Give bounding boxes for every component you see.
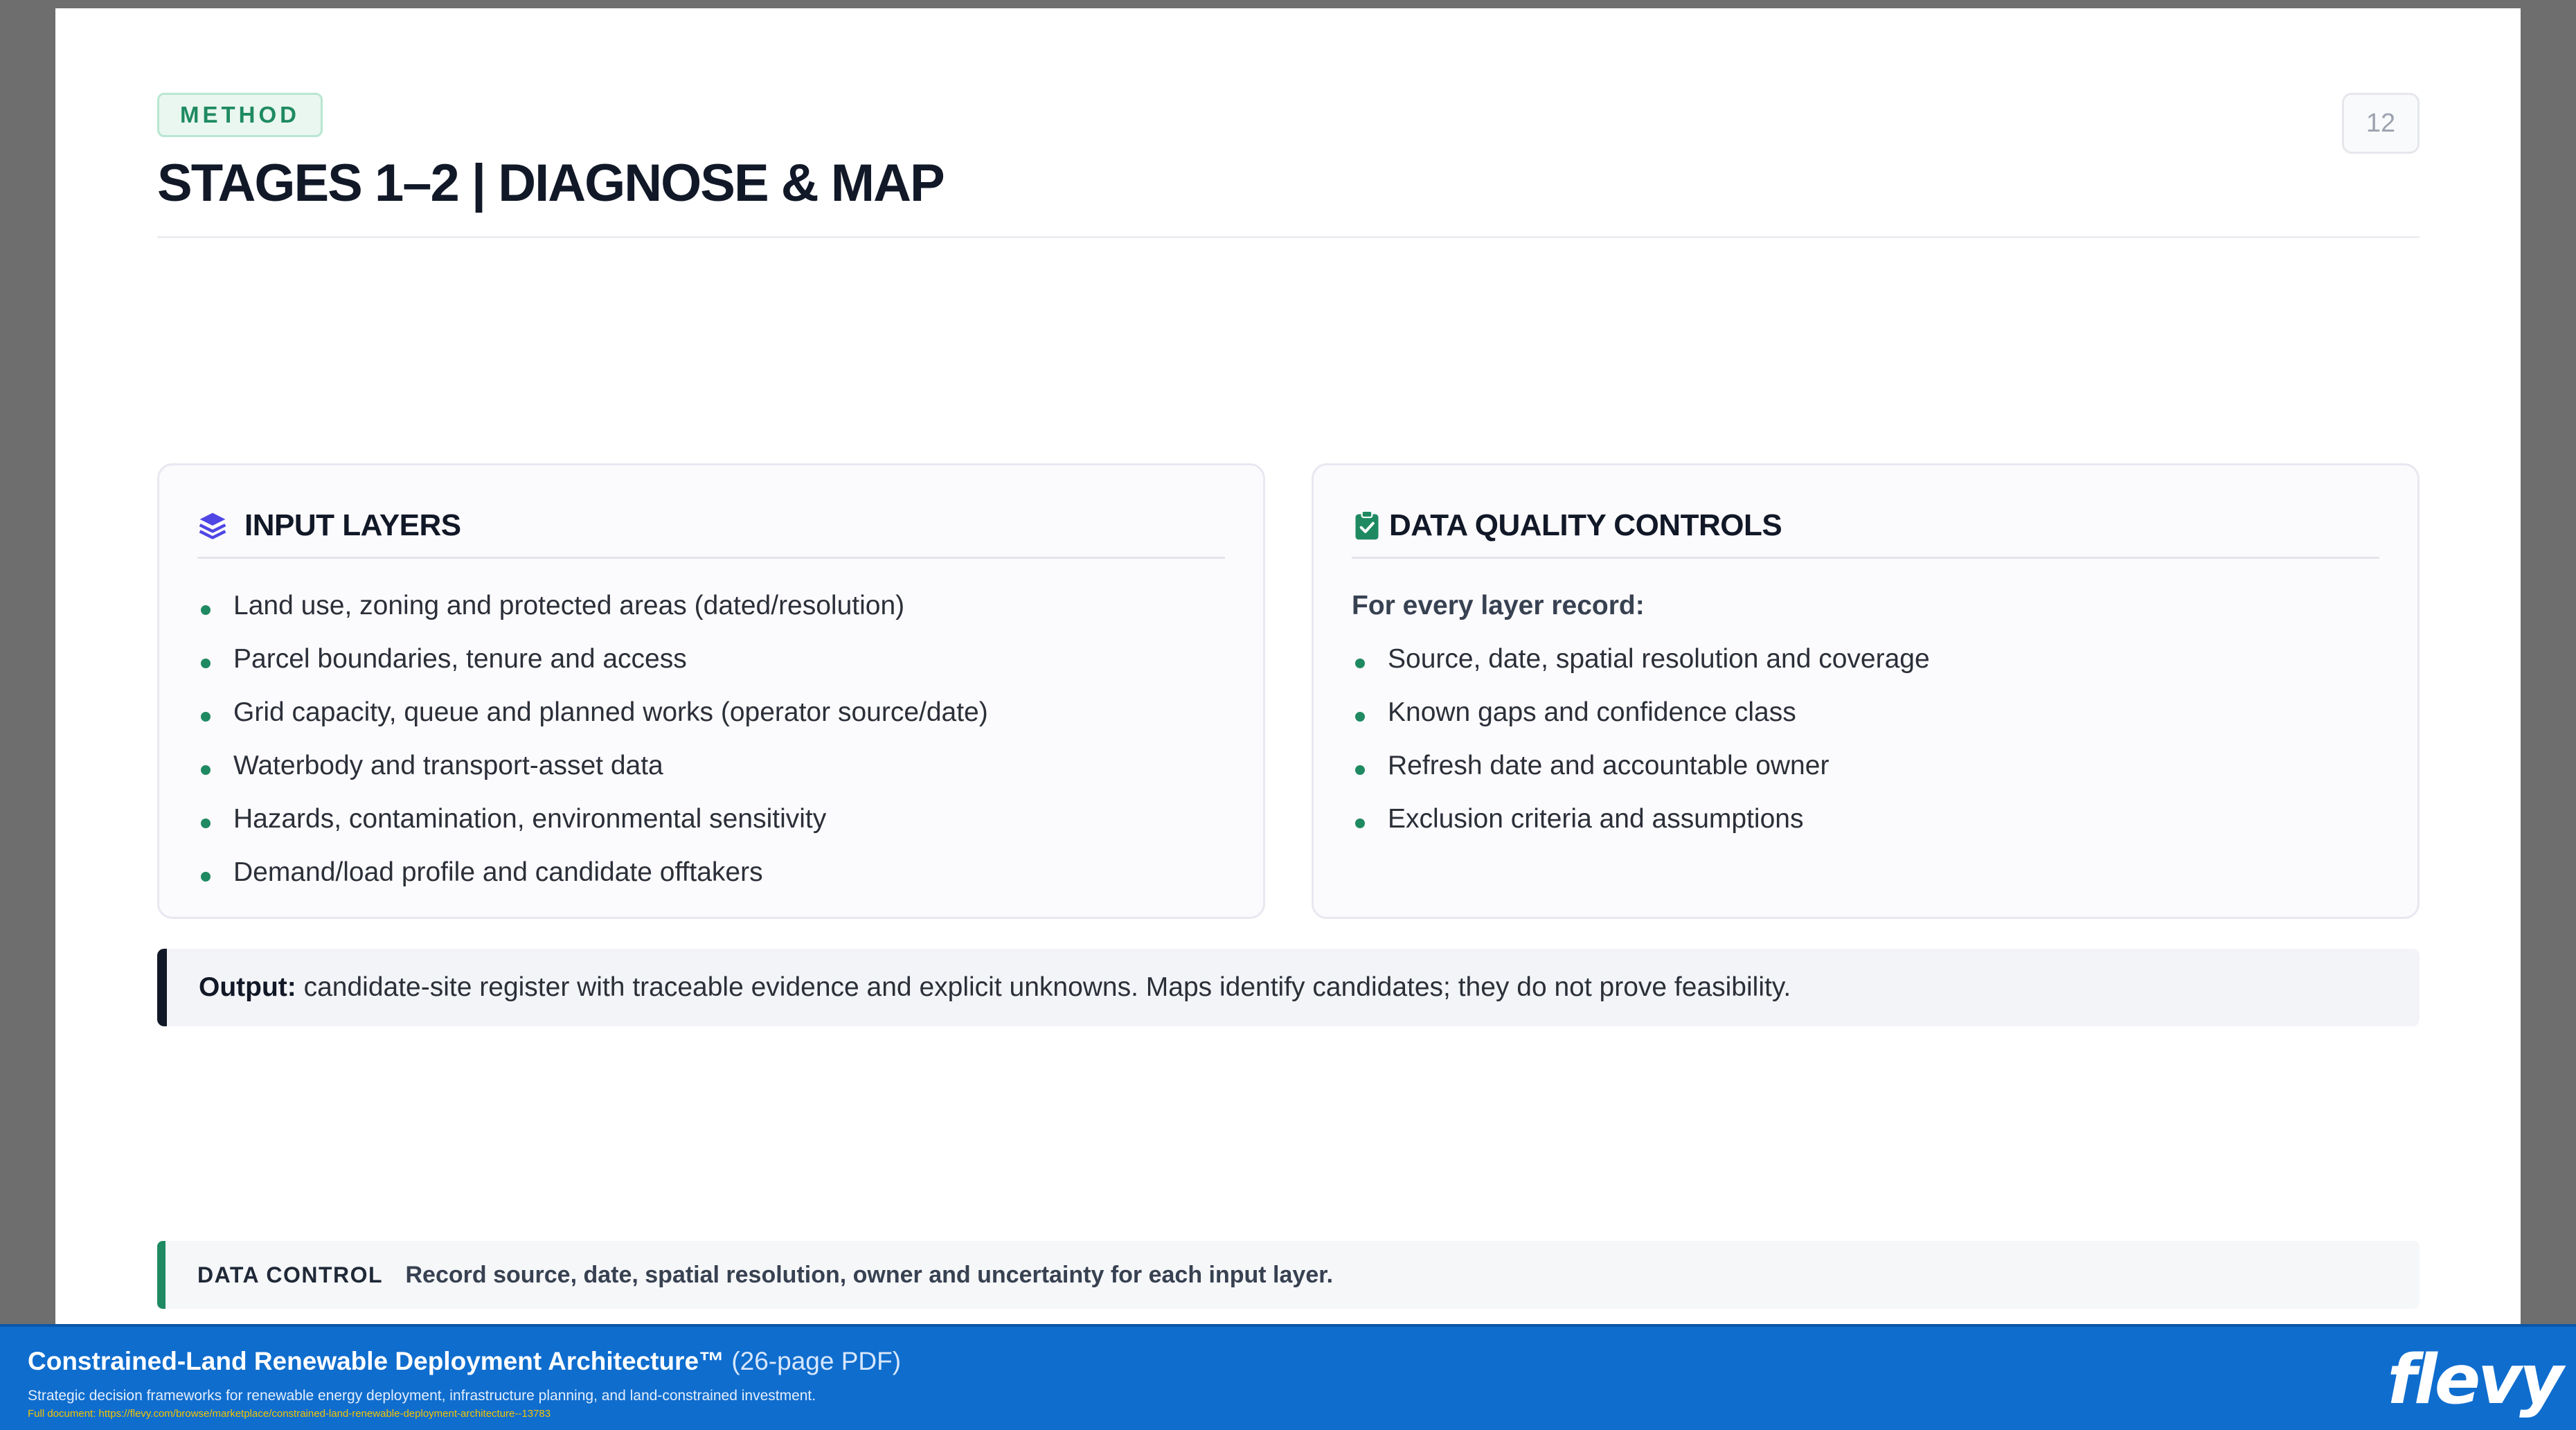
footer-title: Constrained-Land Renewable Deployment Architecture™ (28, 1347, 725, 1375)
footer-subtitle: Strategic decision frameworks for renewable energy deployment, infrastructure planning, and land-constrained investment. (28, 1388, 816, 1404)
input-layers-card (157, 463, 1265, 919)
list-item: Grid capacity, queue and planned works (operator source/date) (197, 693, 1235, 747)
slide (55, 8, 2521, 1324)
layers-icon (197, 510, 228, 541)
data-control-banner (157, 1241, 2420, 1309)
list-item: Exclusion criteria and assumptions (1352, 800, 2390, 853)
output-label: Output: (199, 972, 296, 1002)
card-divider (1352, 557, 2379, 559)
data-quality-lead: For every layer record: (1352, 591, 1645, 620)
card-divider (197, 557, 1225, 559)
footer-page-count: (26-page PDF) (731, 1347, 902, 1375)
list-item: Demand/load profile and candidate offtakers (197, 853, 1235, 906)
page-number: 12 (2342, 93, 2420, 154)
list-item: Waterbody and transport-asset data (197, 747, 1235, 800)
data-control-label: DATA CONTROL (197, 1262, 384, 1287)
input-layers-list (197, 587, 1235, 906)
input-layers-header (197, 506, 1225, 546)
list-item: Land use, zoning and protected areas (dated/resolution) (197, 587, 1235, 640)
output-callout (157, 949, 2420, 1026)
header-divider (157, 236, 2420, 238)
list-item: Known gaps and confidence class (1352, 693, 2390, 747)
data-quality-heading: DATA QUALITY CONTROLS (1389, 508, 1782, 542)
list-item: Hazards, contamination, environmental sensitivity (197, 800, 1235, 853)
output-text: candidate-site register with traceable evidence and explicit unknowns. Maps identify candidates; they do not prove feasibility. (303, 972, 1791, 1002)
flevy-logo[interactable]: flevy (2387, 1341, 2561, 1420)
footer-url-link[interactable]: Full document: https://flevy.com/browse/marketplace/constrained-land-renewable-deployment-architecture--13783 (28, 1408, 551, 1420)
data-quality-list (1352, 640, 2390, 853)
list-item: Parcel boundaries, tenure and access (197, 640, 1235, 693)
data-quality-card (1312, 463, 2420, 919)
list-item: Refresh date and accountable owner (1352, 747, 2390, 800)
footer-banner[interactable] (0, 1324, 2576, 1430)
data-quality-header (1352, 506, 2379, 546)
input-layers-heading: INPUT LAYERS (244, 508, 461, 542)
page-title: STAGES 1–2 | DIAGNOSE & MAP (157, 154, 944, 213)
clipboard-check-icon (1352, 510, 1382, 541)
data-control-text: Record source, date, spatial resolution, owner and uncertainty for each input layer. (405, 1262, 1334, 1288)
footer-title-line (28, 1345, 901, 1378)
list-item: Source, date, spatial resolution and coverage (1352, 640, 2390, 693)
section-tag: METHOD (157, 93, 323, 137)
